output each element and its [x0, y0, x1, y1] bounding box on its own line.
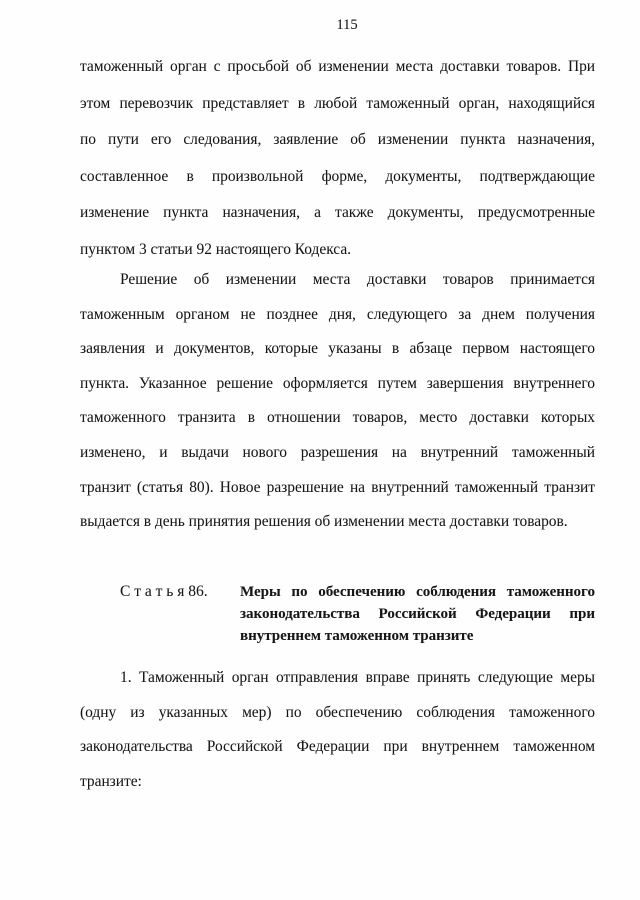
text-line: пунктом 3 статьи 92 настоящего Кодекса. — [80, 240, 352, 258]
text-line: по пути его следования, заявление об изменении пункта назначения, — [80, 131, 595, 148]
paragraph-measures — [80, 661, 595, 799]
text-line: этом перевозчик представляет в любой таможенный орган, находящийся — [80, 94, 595, 112]
text-line: транзите: — [80, 772, 142, 790]
article-title-line: внутреннем таможенном транзите — [240, 628, 474, 644]
article-title-line: Меры по обеспечению соблюдения таможенного — [240, 584, 595, 600]
text-line: пункта. Указанное решение оформляется путем завершения внутреннего — [80, 374, 595, 392]
text-line: составленное в произвольной форме, документы, подтверждающие — [80, 167, 595, 185]
article-label: С т а т ь я 86. — [120, 583, 208, 600]
text-line: 1. Таможенный орган отправления вправе принять следующие меры — [120, 669, 595, 686]
text-line: изменение пункта назначения, а также документы, предусмотренные — [80, 204, 595, 221]
text-line: таможенным органом не позднее дня, следующего за днем получения — [80, 305, 595, 323]
text-line: транзит (статья 80). Новое разрешение на внутренний таможенный транзит — [80, 478, 595, 496]
text-line: выдается в день принятия решения об изменении места доставки товаров. — [80, 513, 568, 531]
text-line: (одну из указанных мер) по обеспечению соблюдения таможенного — [80, 703, 595, 721]
paragraph-decision — [80, 263, 595, 540]
article-heading — [120, 581, 595, 647]
text-line: таможенный орган с просьбой об изменении места доставки товаров. При — [80, 58, 595, 75]
text-line: Решение об изменении места доставки товаров принимается — [120, 271, 595, 288]
article-title-line: законодательства Российской Федерации при — [240, 606, 595, 622]
text-line: законодательства Российской Федерации при внутреннем таможенном — [80, 738, 595, 756]
page-number: 115 — [336, 17, 358, 33]
article-title — [240, 581, 595, 647]
text-line: изменено, и выдачи нового разрешения на внутренний таможенный — [80, 443, 595, 461]
paragraph-continuation — [80, 49, 595, 268]
text-line: заявления и документов, которые указаны в абзаце первом настоящего — [80, 340, 595, 358]
text-line: таможенного транзита в отношении товаров, место доставки которых — [80, 409, 595, 427]
